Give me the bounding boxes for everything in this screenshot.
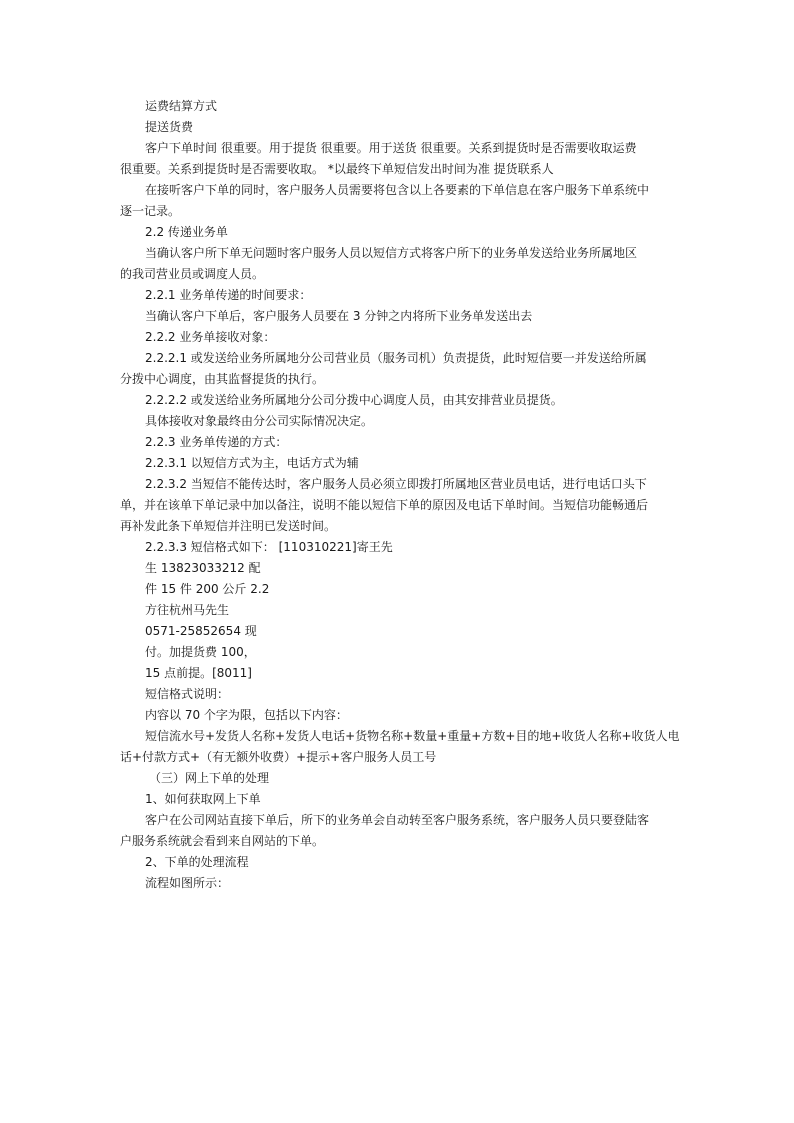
- text-line: 分拨中心调度，由其监督提货的执行。: [120, 372, 325, 386]
- text-line: 流程如图所示：: [145, 876, 230, 890]
- section-heading: 2、下单的处理流程: [145, 855, 249, 869]
- section-heading: 2.2.1 业务单传递的时间要求：: [145, 288, 312, 302]
- section-heading: 2.2.2 业务单接收对象：: [145, 330, 276, 344]
- text-line: 件 15 件 200 公斤 2.2: [145, 582, 270, 596]
- text-line: 逐一记录。: [120, 204, 181, 218]
- document-body: [120, 96, 680, 894]
- section-heading: 2.2.3 业务单传递的方式：: [145, 435, 288, 449]
- text-line: 短信流水号+发货人名称+发货人电话+货物名称+数量+重量+方数+目的地+收货人名称+收货人电: [145, 729, 680, 743]
- text-line: 2.2.2.1 或发送给业务所属地分公司营业员（服务司机）负责提货，此时短信要一并发送给所属: [145, 351, 647, 365]
- text-line: 2.2.3.1 以短信方式为主，电话方式为辅: [145, 456, 359, 470]
- text-line: 15 点前提。[8011]: [145, 666, 252, 680]
- text-line: 具体接收对象最终由分公司实际情况决定。: [145, 414, 374, 428]
- section-heading: 2.2 传递业务单: [145, 225, 228, 239]
- section-heading: 1、如何获取网上下单: [145, 792, 261, 806]
- text-line: 2.2.3.2 当短信不能传达时，客户服务人员必须立即拨打所属地区营业员电话，进行电话口头下: [145, 477, 647, 491]
- text-line: 运费结算方式: [145, 99, 218, 113]
- text-line: 短信格式说明：: [145, 687, 230, 701]
- text-line: 很重要。关系到提货时是否需要收取。 *以最终下单短信发出时间为准 提货联系人: [120, 162, 554, 176]
- text-line: 当确认客户所下单无问题时客户服务人员以短信方式将客户所下的业务单发送给业务所属地区: [145, 246, 638, 260]
- text-line: 0571-25852654 现: [145, 624, 257, 638]
- text-line: 客户下单时间 很重要。用于提货 很重要。用于送货 很重要。关系到提货时是否需要收取运费: [145, 141, 637, 155]
- text-line: 话+付款方式+（有无额外收费）+提示+客户服务人员工号: [120, 750, 437, 764]
- text-line: 生 13823033212 配: [145, 561, 261, 575]
- text-line: 方往杭州马先生: [145, 603, 230, 617]
- text-line: 2.2.3.3 短信格式如下： [110310221]寄王先: [145, 540, 393, 554]
- text-line: 再补发此条下单短信并注明已发送时间。: [120, 519, 337, 533]
- text-line: 的我司营业员或调度人员。: [120, 267, 265, 281]
- text-line: 2.2.2.2 或发送给业务所属地分公司分拨中心调度人员，由其安排营业员提货。: [145, 393, 563, 407]
- text-line: 客户在公司网站直接下单后，所下的业务单会自动转至客户服务系统，客户服务人员只要登陆客: [145, 813, 650, 827]
- text-line: 付。加提货费 100，: [145, 645, 256, 659]
- text-line: 当确认客户下单后，客户服务人员要在 3 分钟之内将所下业务单发送出去: [145, 309, 533, 323]
- text-line: 在接听客户下单的同时，客户服务人员需要将包含以上各要素的下单信息在客户服务下单系统中: [145, 183, 650, 197]
- text-line: 提送货费: [145, 120, 194, 134]
- text-line: 户服务系统就会看到来自网站的下单。: [120, 834, 325, 848]
- text-line: 内容以 70 个字为限，包括以下内容：: [145, 708, 348, 722]
- section-heading: （三）网上下单的处理: [149, 771, 270, 785]
- text-line: 单，并在该单下单记录中加以备注，说明不能以短信下单的原因及电话下单时间。当短信功能畅通后: [120, 498, 649, 512]
